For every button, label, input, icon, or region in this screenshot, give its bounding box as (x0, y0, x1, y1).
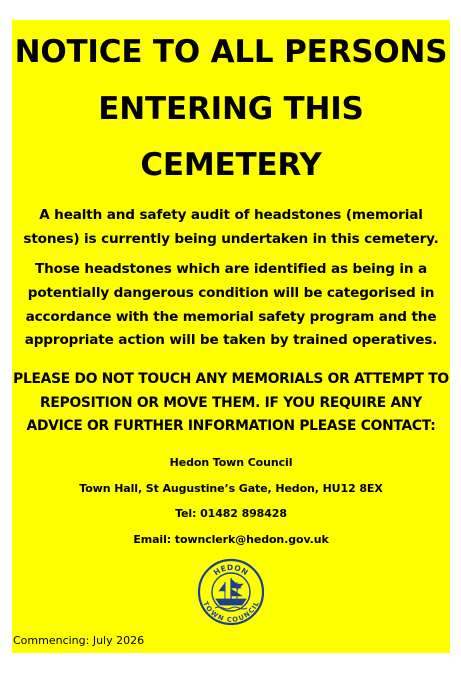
do-not-touch-warning: PLEASE DO NOT TOUCH ANY MEMORIALS OR ATTEMPT TO REPOSITION OR MOVE THEM. IF YOU REQUIRE ANY ADVICE OR FURTHER INFORMATION PLEASE CONTACT: (13, 371, 449, 434)
dangerous-headstones-paragraph: Those headstones which are identified as being in a potentially dangerous condition will be categorised in accordance with the memorial safety program and the appropriate action will be taken by trained operatives. (24, 261, 438, 349)
hedon-town-council-crest-icon (197, 558, 265, 626)
svg-text:HEDON: HEDON (211, 562, 251, 578)
svg-text:TOWN COUNCIL: TOWN COUNCIL (201, 600, 261, 624)
contact-email: Email: townclerk@hedon.gov.uk (133, 533, 329, 546)
cemetery-notice (12, 20, 450, 653)
contact-organisation: Hedon Town Council (169, 456, 293, 469)
commencing-date: Commencing: July 2026 (13, 634, 145, 647)
contact-telephone: Tel: 01482 898428 (175, 507, 287, 520)
contact-address: Town Hall, St Augustine’s Gate, Hedon, HU12 8EX (79, 482, 383, 495)
audit-paragraph: A health and safety audit of headstones (memorial stones) is currently being undertaken in this cemetery. (23, 207, 439, 247)
notice-title: NOTICE TO ALL PERSONS ENTERING THIS CEMETERY (14, 34, 448, 183)
